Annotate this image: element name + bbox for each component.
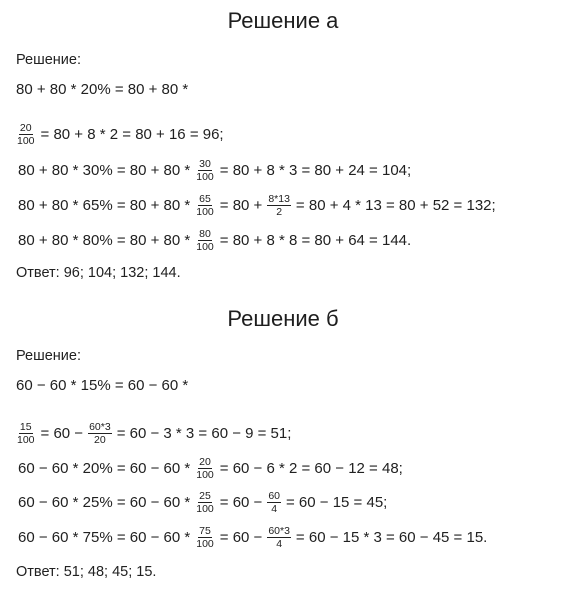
section-b-line-1: 60 − 60 * 15% = 60 − 60 * (16, 376, 189, 394)
section-b-line-3 (16, 451, 405, 485)
section-a-title: Решение а (227, 8, 339, 33)
fraction-numerator: 30 (199, 157, 211, 170)
fraction (195, 228, 215, 253)
section-a-label: Решение: (16, 52, 81, 68)
fraction-denominator: 20 (94, 433, 106, 446)
section-a-line-1: 80 + 80 * 20% = 80 + 80 * (16, 80, 189, 98)
equation-text: = 60 − 15 * 3 = 60 − 45 = 15. (295, 528, 488, 546)
equation-text: = 60 − (219, 528, 263, 546)
fraction (195, 490, 215, 515)
fraction-denominator: 100 (196, 468, 214, 481)
section-b-line-5 (16, 520, 489, 554)
section-b-title: Решение б (227, 306, 339, 331)
equation-text: = 60 − 3 * 3 = 60 − 9 = 51; (116, 424, 292, 442)
fraction-denominator: 100 (196, 240, 214, 253)
equation-text: = 60 − (40, 424, 84, 442)
equation-text: = 80 + 4 * 13 = 80 + 52 = 132; (295, 196, 496, 214)
fraction-numerator: 60*3 (268, 524, 290, 537)
fraction-numerator: 75 (199, 524, 211, 537)
fraction-numerator: 20 (19, 121, 32, 134)
equation-text: 60 − 60 * 25% = 60 − 60 * (18, 493, 191, 511)
section-a-line-2 (16, 117, 226, 151)
equation-text: = 80 + (219, 196, 263, 214)
fraction-denominator: 100 (196, 502, 214, 515)
equation-text: = 80 + 8 * 3 = 80 + 24 = 104; (219, 161, 412, 179)
equation-text: = 60 − 15 = 45; (286, 493, 388, 511)
fraction-denominator: 100 (196, 537, 214, 550)
equation-text: 80 + 80 * 80% = 80 + 80 * (18, 231, 191, 249)
fraction-denominator: 2 (276, 205, 283, 218)
section-a-answer: Ответ: 96; 104; 132; 144. (16, 265, 181, 281)
fraction-denominator: 100 (17, 433, 35, 446)
fraction (16, 421, 36, 446)
section-a-line-5 (16, 223, 413, 257)
fraction (16, 122, 36, 147)
fraction-denominator: 4 (276, 537, 283, 550)
equation-text: = 80 + 8 * 8 = 80 + 64 = 144. (219, 231, 412, 249)
equation-text: 80 + 80 * 30% = 80 + 80 * (18, 161, 191, 179)
fraction (195, 525, 215, 550)
fraction-numerator: 15 (19, 420, 32, 433)
fraction-denominator: 100 (17, 134, 35, 147)
equation-text: = 60 − 6 * 2 = 60 − 12 = 48; (219, 459, 403, 477)
equation-text: 60 − 60 * 75% = 60 − 60 * (18, 528, 191, 546)
fraction (267, 490, 281, 515)
section-a-line-4 (16, 188, 498, 222)
fraction-denominator: 100 (196, 170, 214, 183)
fraction (267, 525, 291, 550)
section-b-answer: Ответ: 51; 48; 45; 15. (16, 564, 157, 580)
fraction-numerator: 65 (199, 192, 211, 205)
fraction (195, 158, 215, 183)
fraction (195, 193, 215, 218)
fraction-numerator: 60*3 (89, 420, 111, 433)
section-b-line-2 (16, 416, 293, 450)
equation-text: = 80 + 8 * 2 = 80 + 16 = 96; (40, 125, 224, 143)
fraction-numerator: 60 (268, 489, 280, 502)
fraction-numerator: 80 (199, 227, 211, 240)
fraction (88, 421, 112, 446)
section-a-line-3 (16, 153, 413, 187)
section-b-label: Решение: (16, 348, 81, 364)
equation-text: = 60 − (219, 493, 263, 511)
section-b-line-4 (16, 485, 389, 519)
fraction (267, 193, 291, 218)
equation-text: 60 − 60 * 20% = 60 − 60 * (18, 459, 191, 477)
equation-text: 80 + 80 * 65% = 80 + 80 * (18, 196, 191, 214)
fraction-numerator: 20 (199, 455, 211, 468)
fraction (195, 456, 215, 481)
fraction-numerator: 8*13 (268, 192, 290, 205)
fraction-denominator: 4 (271, 502, 278, 515)
fraction-denominator: 100 (196, 205, 214, 218)
fraction-numerator: 25 (199, 489, 211, 502)
